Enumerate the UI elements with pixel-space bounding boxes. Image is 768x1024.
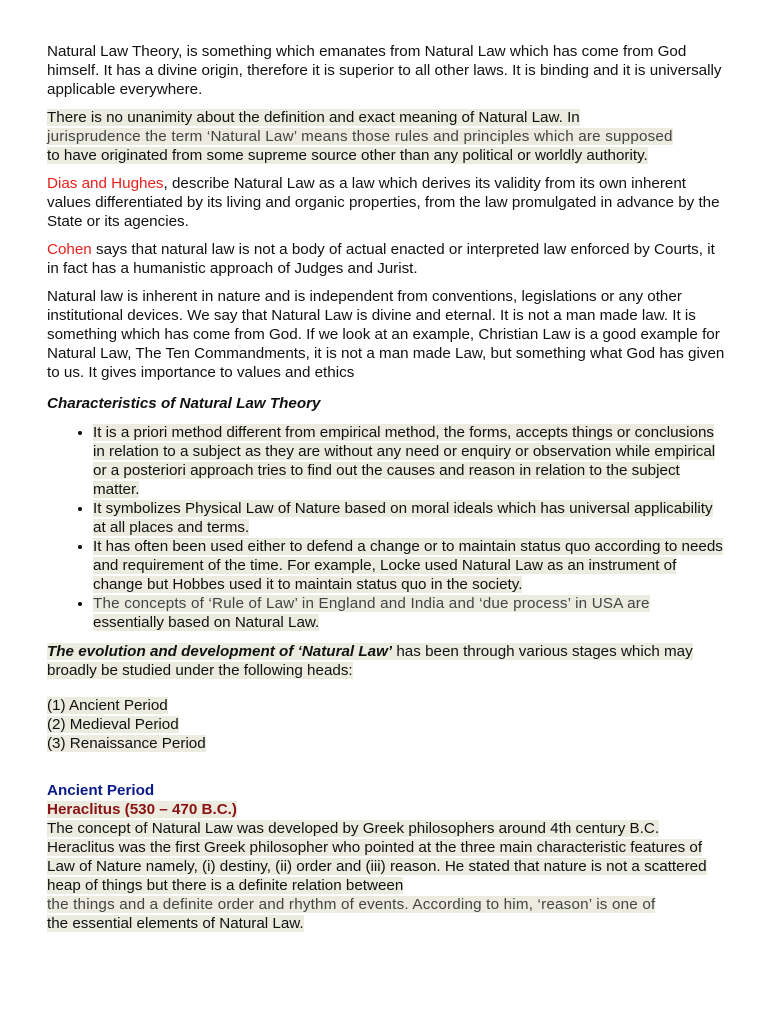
- characteristics-heading: Characteristics of Natural Law Theory: [47, 395, 321, 412]
- list-item-text: essentially based on Natural Law.: [93, 614, 320, 631]
- characteristics-list: [47, 423, 727, 632]
- period-item: (2) Medieval Period: [47, 716, 179, 733]
- ancient-period-heading: Ancient Period: [47, 782, 155, 799]
- intro-paragraph: Natural Law Theory, is something which emanates from Natural Law which has come from God himself. It has a divine origin, therefore it is superior to all other laws. It is binding and it is universally applicable everywhere.: [47, 43, 722, 98]
- list-item-text: The concepts of ‘Rule of Law’ in England and India and ‘due process’ in USA are: [93, 595, 650, 612]
- cohen-text: says that natural law is not a body of actual enacted or interpreted law enforced by Courts, it in fact has a humanistic approach of Judges and Jurist.: [47, 241, 715, 277]
- definition-line-2: jurisprudence the term ‘Natural Law’ means those rules and principles which are supposed: [47, 128, 673, 145]
- list-item: [93, 499, 727, 537]
- natural-law-paragraph: Natural law is inherent in nature and is independent from conventions, legislations or any other institutional devices. We say that Natural Law is divine and eternal. It is not a man made law. It is something which has come from God. If we look at an example, Christian Law is a good example for Natural Law, The Ten Commandments, it is not a man made Law, but something what God has given to us. It gives importance to values and ethics: [47, 288, 725, 381]
- period-item: (3) Renaissance Period: [47, 735, 206, 752]
- dias-hughes-text: , describe Natural Law as a law which derives its validity from its own inherent values differentiated by its living and organic properties, from the law promulgated in advance by the State or its agencies.: [47, 175, 720, 230]
- definition-paragraph: [47, 108, 727, 165]
- dias-hughes-paragraph: [47, 174, 727, 231]
- periods-list: [47, 696, 727, 753]
- list-item-text: It is a priori method different from empirical method, the forms, accepts things or conclusions in relation to a subject as they are without any need or enquiry or observation while empirical or a posteriori approach tries to find out the causes and reason in relation to the subject matter.: [93, 424, 716, 498]
- list-item-text: It symbolizes Physical Law of Nature based on moral ideals which has universal applicability at all places and terms.: [93, 500, 713, 536]
- list-item-text: It has often been used either to defend a change or to maintain status quo according to needs and requirement of the time. For example, Locke used Natural Law as an instrument of change but Hobbes used it to maintain status quo in the society.: [93, 538, 723, 593]
- heraclitus-subheading: [47, 800, 727, 819]
- period-item: (1) Ancient Period: [47, 697, 168, 714]
- list-item: [93, 423, 727, 499]
- document-page: [47, 42, 727, 942]
- author-name-cohen: Cohen: [47, 241, 92, 258]
- list-item: [93, 537, 727, 594]
- author-name-dias-hughes: Dias and Hughes: [47, 175, 164, 192]
- definition-line-3: to have originated from some supreme source other than any political or worldly authority.: [47, 147, 648, 164]
- evolution-text: has been through various stages which may broadly be studied under the following heads:: [47, 643, 693, 679]
- heraclitus-text-a: The concept of Natural Law was developed by Greek philosophers around 4th century B.C. Heraclitus was the first Greek philosopher who pointed at the three main characteristic features of Law of Nature namely, (i) destiny, (ii) order and (iii) reason. He stated that nature is not a scattered heap of things but there is a definite relation between: [47, 820, 707, 894]
- evolution-bold-text: The evolution and development of ‘Natural Law’: [47, 643, 393, 660]
- list-item: [93, 594, 727, 632]
- heraclitus-subheading-text: Heraclitus (530 – 470 B.C.): [47, 801, 237, 818]
- evolution-paragraph: [47, 642, 727, 680]
- heraclitus-text-c: the essential elements of Natural Law.: [47, 915, 304, 932]
- heraclitus-text-b: the things and a definite order and rhythm of events. According to him, ‘reason’ is one of: [47, 896, 656, 913]
- heraclitus-paragraph: [47, 819, 727, 933]
- cohen-paragraph: [47, 240, 727, 278]
- definition-line-1: There is no unanimity about the definition and exact meaning of Natural Law. In: [47, 109, 580, 126]
